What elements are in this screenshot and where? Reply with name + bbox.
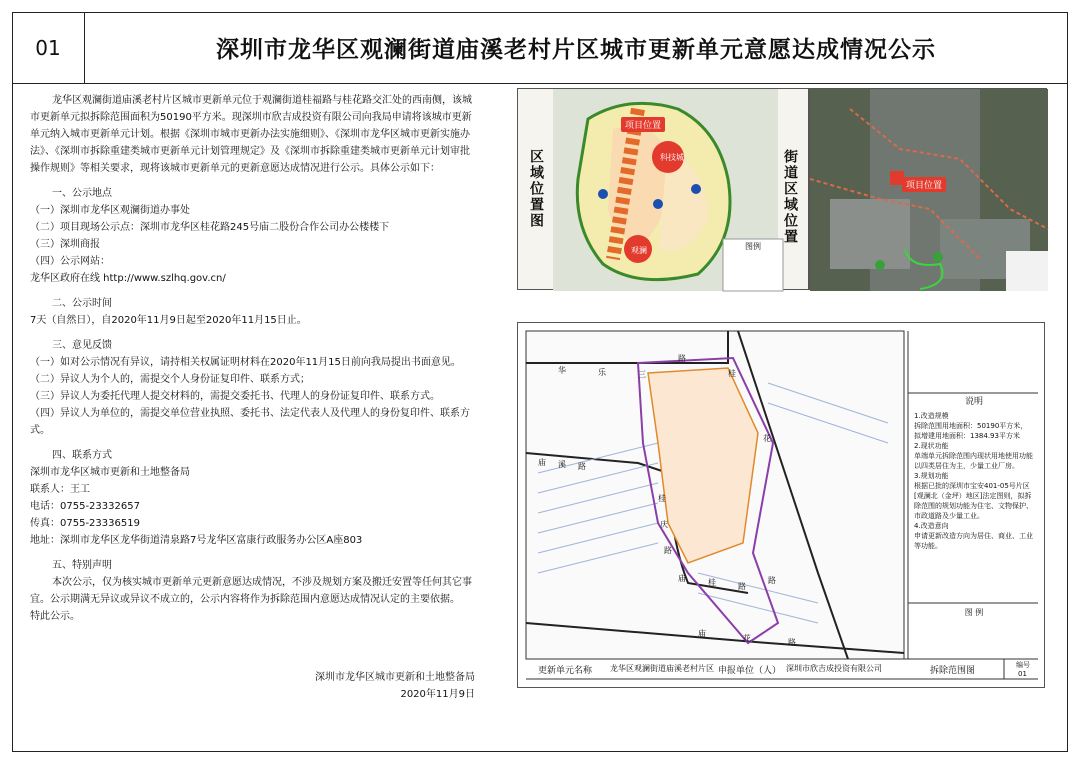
page-number: 01	[12, 12, 85, 83]
list-item: （三）深圳商报	[30, 239, 100, 250]
road-label: 花	[763, 434, 771, 443]
street-location-map	[782, 88, 1047, 290]
description-panel	[914, 397, 1034, 551]
road-label: 花	[743, 634, 751, 643]
statement: 本次公示，仅为核实城市更新单元更新意愿达成情况，不涉及规划方案及搬迁安置等任何其它事宜。公示期满无异议或异议不成立的，公示内容将作为拆除范围内意愿达成情况认定的主要依据。	[30, 577, 472, 605]
footer-number-value: 01	[1018, 670, 1027, 678]
road-label: 路	[578, 462, 586, 471]
footer-unit-value: 龙华区观澜街道庙溪老村片区	[610, 664, 714, 673]
contact-org: 深圳市龙华区城市更新和土地整备局	[30, 467, 190, 478]
region-location-map	[517, 88, 809, 290]
website-link[interactable]: 龙华区政府在线 http://www.szlhq.gov.cn/	[30, 273, 226, 284]
road-label: 乐	[598, 368, 606, 377]
intro-paragraph: 龙华区观澜街道庙溪老村片区城市更新单元位于观澜街道桂福路与桂花路交汇处的西南侧，该城市更新单元拟拆除范围面积为50190平方米。现深圳市欣吉成投资有限公司向我局申请将该城市更新单元纳入城市更新单元计划。根据《深圳市城市更新办法实施细则》、《深圳市龙华区城市更新实施办法》、《深圳市拆除重建类城市更新单元计划管理规定》及《深圳市拆除重建类城市更新单元计划审批操作规则》等相关要求，现将该城市更新单元的更新意愿达成情况进行公示。具体公示如下：	[30, 95, 472, 174]
road-label: 华	[558, 366, 566, 375]
road-label: 路	[788, 638, 796, 647]
signature-date: 2020年11月9日	[400, 689, 475, 700]
section-title: 五、特别声明	[52, 560, 112, 571]
description-line: 3.规划功能	[914, 472, 949, 480]
footer-scope: 拆除范围图	[930, 666, 976, 676]
list-item: （四）异议人为单位的，需提交单位营业执照、委托书、法定代表人及代理人的身份复印件、联系方式。	[30, 408, 470, 436]
list-item: （二）异议人为个人的，需提交个人身份证复印件、联系方式；	[30, 374, 310, 385]
footer-applicant-value: 深圳市欣吉成投资有限公司	[786, 664, 882, 673]
list-item: （一）如对公示情况有异议，请持相关权属证明材料在2020年11月15日前向我局提出书面意见。	[30, 357, 461, 368]
region-map-label: 区域位置图	[528, 149, 544, 229]
road-label: 庆	[660, 520, 668, 529]
description-line: 根据已批的深圳市宝安401-05号片区[观澜北（金坪）地区]法定图则，拟拆除范围的规划功能为住宅、文物保护、市政道路及少量工业。	[914, 482, 1033, 520]
street-map-label: 街道区域位置	[782, 149, 798, 245]
description-line: 拆除范围用地面积：50190平方米，	[914, 422, 1028, 430]
road-label: 三	[638, 370, 646, 379]
list-item: （二）项目现场公示点：深圳市龙华区桂花路245号庙二股份合作公司办公楼楼下	[30, 222, 390, 233]
footer-unit-label: 更新单元名称	[538, 666, 593, 676]
page-title: 深圳市龙华区观澜街道庙溪老村片区城市更新单元意愿达成情况公示	[216, 37, 936, 63]
demolition-scope-map	[517, 322, 1045, 688]
legend-title: 图 例	[964, 608, 984, 617]
header	[12, 12, 1068, 84]
road-label: 路	[678, 354, 686, 363]
description-line: 单端单元拆除范围内现状用地使用功能以四类居住为主，少量工业厂房。	[914, 452, 1033, 470]
list-item: （一）深圳市龙华区观澜街道办事处	[30, 205, 190, 216]
contact-fax: 传真：0755-23336519	[30, 518, 140, 529]
contact-address: 地址：深圳市龙华区龙华街道清泉路7号龙华区富康行政服务办公区A座803	[30, 535, 363, 546]
road-label: 桂	[658, 494, 666, 503]
road-label: 桂	[728, 369, 736, 378]
description-line: 4.改造意向	[914, 522, 949, 530]
road-label: 路	[664, 546, 672, 555]
description-title: 说明	[964, 397, 983, 407]
section-title: 三、意见反馈	[52, 340, 112, 351]
legend-title: 图例	[745, 242, 761, 251]
contact-phone: 电话：0755-23332657	[30, 501, 140, 512]
road-label: 路	[768, 576, 776, 585]
description-line: 申请更新改造方向为居住、商业、工业等功能。	[914, 532, 1033, 550]
description-line: 2.现状功能	[914, 442, 949, 450]
signature-org: 深圳市龙华区城市更新和土地整备局	[315, 672, 475, 683]
section-title: 二、公示时间	[52, 298, 112, 309]
section-title: 一、公示地点	[52, 188, 112, 199]
closing: 特此公示。	[30, 611, 80, 622]
notice-text	[30, 92, 475, 703]
section-title: 四、联系方式	[52, 450, 112, 461]
list-item: （四）公示网站：	[30, 256, 110, 267]
road-label: 庙	[698, 629, 706, 638]
road-label: 路	[738, 582, 746, 591]
place-label: 观澜	[631, 246, 647, 255]
description-line: 1.改造规模	[914, 412, 949, 420]
footer-number-label: 编号	[1016, 661, 1030, 669]
list-item: （三）异议人为委托代理人提交材料的，需提交委托书、代理人的身份证复印件、联系方式。	[30, 391, 440, 402]
road-label: 庙	[678, 574, 686, 583]
contact-person: 联系人：王工	[30, 484, 90, 495]
footer-applicant-label: 申报单位（人）	[718, 666, 782, 676]
road-label: 溪	[558, 460, 566, 469]
road-label: 庙	[538, 458, 546, 467]
road-label: 桂	[708, 578, 716, 587]
description-line: 拟增建用地面积：1384.93平方米	[914, 432, 1020, 440]
project-location-pin: 项目位置	[621, 117, 665, 132]
list-item: 7天（自然日），自2020年11月9日起至2020年11月15日止。	[30, 315, 307, 326]
place-label: 科技城	[660, 153, 684, 162]
project-location-pin: 项目位置	[902, 177, 946, 192]
